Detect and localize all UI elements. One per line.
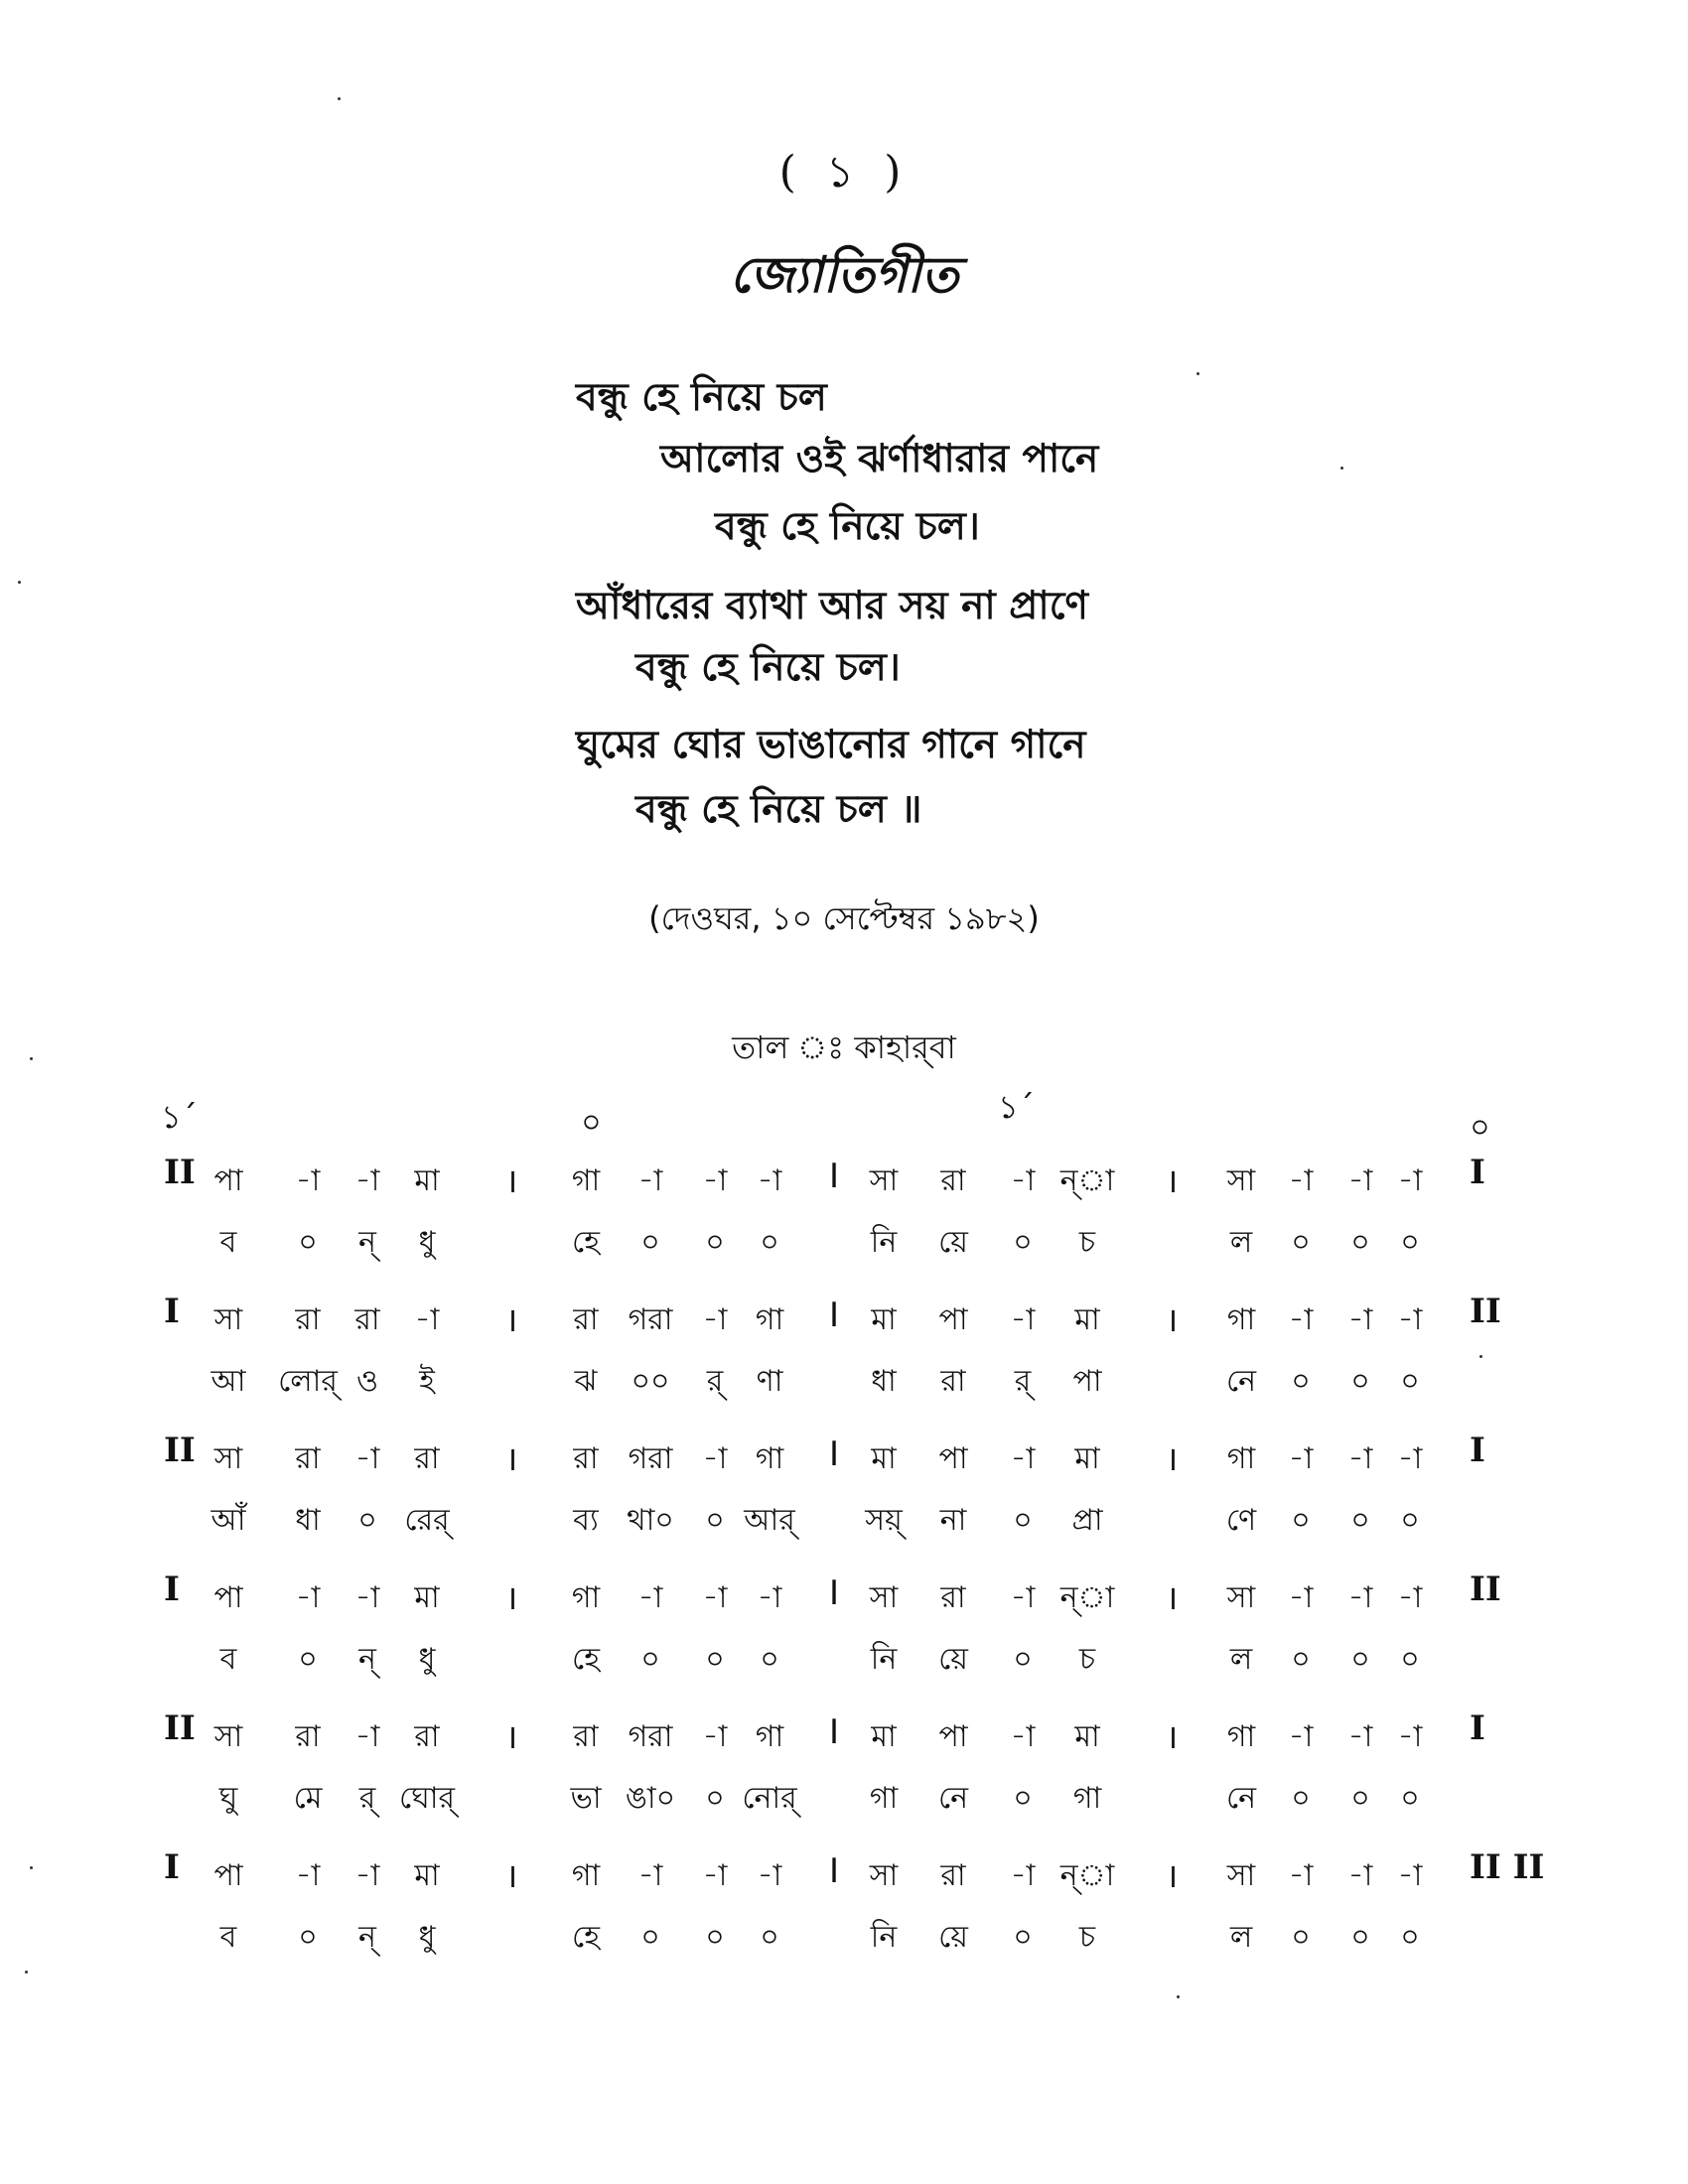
speck <box>25 1971 28 1974</box>
lyric-syllable: হে <box>572 1225 600 1260</box>
swara-note: সা <box>213 1441 243 1476</box>
lyric-syllable: ০ <box>640 1225 660 1260</box>
swara-note: পা <box>213 1580 243 1615</box>
swara-note: -া <box>1010 1441 1036 1476</box>
swara-note: সা <box>1226 1580 1256 1615</box>
lyric-syllable: ০ <box>357 1503 377 1538</box>
swara-note: -া <box>354 1441 380 1476</box>
swara-note: সা <box>1226 1163 1256 1198</box>
swara-note: সা <box>869 1163 899 1198</box>
swara-note: সা <box>869 1580 899 1615</box>
swara-note: গরা <box>628 1441 673 1476</box>
lyric-syllable: ধু <box>418 1920 436 1955</box>
lyric-syllable: ০ <box>1350 1503 1370 1538</box>
lyric-syllable: ঙা০ <box>625 1781 676 1816</box>
swara-note: পা <box>938 1302 968 1337</box>
lyric-syllable: ০ <box>760 1920 779 1955</box>
beat-divider: । <box>504 1578 518 1618</box>
swara-note: -া <box>1347 1858 1373 1893</box>
lyric-syllable: থা০ <box>627 1503 674 1538</box>
swara-note: রা <box>295 1441 321 1476</box>
lyric-syllable: ০ <box>1400 1920 1420 1955</box>
beat-divider: । <box>504 1717 518 1757</box>
swara-note: -া <box>1288 1441 1314 1476</box>
row-end-bar: II II <box>1470 1847 1545 1887</box>
beat-mark: ০ <box>1470 1108 1490 1146</box>
lyric-syllable: ব <box>219 1920 237 1955</box>
lyric-syllable: ০ <box>1013 1225 1033 1260</box>
swara-note: -া <box>757 1580 782 1615</box>
row-start-bar: II <box>164 1431 196 1470</box>
lyric-line: বন্ধু হে নিয়ে চল। <box>635 645 901 690</box>
swara-note: -া <box>295 1163 321 1198</box>
swara-note: -া <box>1010 1163 1036 1198</box>
swara-note: রা <box>295 1719 321 1754</box>
swara-note: -া <box>1288 1163 1314 1198</box>
swara-note: -া <box>1347 1163 1373 1198</box>
lyric-syllable: ০ <box>1400 1364 1420 1399</box>
lyric-syllable: আঁ <box>211 1503 246 1538</box>
lyric-syllable: ল <box>1229 1920 1253 1955</box>
swara-note: মা <box>1074 1719 1100 1754</box>
beat-divider: । <box>1165 1717 1179 1757</box>
swara-note: মা <box>414 1580 440 1615</box>
swara-note: -া <box>702 1858 728 1893</box>
swara-note: পা <box>938 1441 968 1476</box>
lyric-line: বন্ধু হে নিয়ে চল <box>576 375 827 420</box>
lyric-syllable: না <box>939 1503 967 1538</box>
lyric-syllable: ব <box>219 1642 237 1677</box>
lyric-syllable: লোর্ <box>278 1364 338 1399</box>
lyric-syllable: য়ে <box>938 1225 968 1260</box>
lyric-syllable: ০ <box>1291 1225 1311 1260</box>
lyric-syllable: ঘোর্ <box>399 1781 455 1816</box>
speck <box>1177 1995 1180 1998</box>
lyric-syllable: ন্ <box>358 1920 376 1955</box>
lyric-syllable: ০ <box>1291 1781 1311 1816</box>
lyric-syllable: আর্ <box>744 1503 795 1538</box>
swara-note: -া <box>1288 1719 1314 1754</box>
swara-note: ন্‌া <box>1059 1858 1115 1893</box>
swara-note: গা <box>755 1302 784 1337</box>
swara-note: -া <box>295 1858 321 1893</box>
beat-divider: । <box>504 1300 518 1340</box>
beat-divider: । <box>504 1161 518 1201</box>
lyric-syllable: র্ <box>706 1364 724 1399</box>
lyric-syllable: ০ <box>705 1781 725 1816</box>
swara-note: গা <box>1226 1719 1256 1754</box>
row-start-bar: I <box>164 1570 180 1609</box>
lyric-syllable: গা <box>1072 1781 1102 1816</box>
beat-divider: I <box>828 1851 840 1891</box>
lyric-syllable: মে <box>293 1781 323 1816</box>
swara-note: -া <box>414 1302 440 1337</box>
lyric-syllable: ০ <box>705 1225 725 1260</box>
swara-note: গা <box>571 1580 601 1615</box>
lyric-line: আঁধারের ব্যাথা আর সয় না প্রাণে <box>576 584 1088 628</box>
page-number: ( ১ ) <box>778 147 910 198</box>
lyric-syllable: ০ <box>1291 1642 1311 1677</box>
beat-divider: I <box>828 1434 840 1474</box>
lyric-syllable: ঝ <box>574 1364 598 1399</box>
swara-note: ন্‌া <box>1059 1580 1115 1615</box>
lyric-syllable: পা <box>1072 1364 1102 1399</box>
taal-label: তাল ঃ কাহার্‌বা <box>732 1028 956 1066</box>
swara-note: মা <box>871 1719 897 1754</box>
swara-note: -া <box>702 1719 728 1754</box>
swara-note: -া <box>354 1163 380 1198</box>
lyric-syllable: ০ <box>640 1642 660 1677</box>
swara-note: -া <box>1347 1302 1373 1337</box>
lyric-syllable: নে <box>1225 1781 1257 1816</box>
lyric-syllable: ০ <box>1291 1920 1311 1955</box>
song-title: জ্যোতিগীত <box>729 245 959 304</box>
lyric-syllable: নে <box>937 1781 969 1816</box>
lyric-syllable: সয়্ <box>865 1503 903 1538</box>
lyric-syllable: ০ <box>1013 1920 1033 1955</box>
lyric-syllable: ০ <box>1400 1781 1420 1816</box>
beat-divider: । <box>504 1439 518 1479</box>
lyric-syllable: ০ <box>1291 1503 1311 1538</box>
swara-note: সা <box>869 1858 899 1893</box>
swara-note: -া <box>1288 1580 1314 1615</box>
swara-note: মা <box>1074 1441 1100 1476</box>
lyric-syllable: ০ <box>1013 1781 1033 1816</box>
swara-note: -া <box>1010 1719 1036 1754</box>
swara-note: রা <box>573 1302 599 1337</box>
beat-divider: I <box>828 1712 840 1752</box>
lyric-line: আলোর ওই ঝর্ণাধারার পানে <box>660 437 1099 481</box>
beat-divider: I <box>828 1573 840 1613</box>
swara-note: গরা <box>628 1302 673 1337</box>
swara-note: রা <box>295 1302 321 1337</box>
lyric-line: বন্ধু হে নিয়ে চল ॥ <box>635 787 922 832</box>
swara-note: রা <box>354 1302 380 1337</box>
lyric-syllable: ব <box>219 1225 237 1260</box>
lyric-syllable: ও <box>355 1364 379 1399</box>
lyric-syllable: ই <box>419 1364 435 1399</box>
swara-note: -া <box>1288 1858 1314 1893</box>
lyric-syllable: হে <box>572 1920 600 1955</box>
swara-note: -া <box>295 1580 321 1615</box>
lyric-syllable: ধু <box>418 1642 436 1677</box>
swara-note: মা <box>1074 1302 1100 1337</box>
beat-mark: ০ <box>581 1103 602 1141</box>
swara-note: -া <box>702 1302 728 1337</box>
speck <box>30 1866 33 1869</box>
lyric-syllable: ০ <box>1400 1225 1420 1260</box>
swara-note: -া <box>1397 1580 1423 1615</box>
swara-note: -া <box>1347 1719 1373 1754</box>
place-date: (দেওঘর, ১০ সেপ্টেম্বর ১৯৮২) <box>648 899 1040 937</box>
beat-divider: I <box>828 1296 840 1335</box>
lyric-syllable: ভা <box>570 1781 602 1816</box>
beat-divider: । <box>1165 1300 1179 1340</box>
swara-note: -া <box>1010 1858 1036 1893</box>
lyric-syllable: নি <box>870 1642 898 1677</box>
lyric-syllable: ল <box>1229 1225 1253 1260</box>
swara-note: রা <box>940 1580 966 1615</box>
speck <box>338 97 341 100</box>
lyric-syllable: আ <box>211 1364 246 1399</box>
swara-note: মা <box>871 1441 897 1476</box>
swara-note: গা <box>571 1163 601 1198</box>
lyric-syllable: ০ <box>1350 1642 1370 1677</box>
lyric-syllable: প্রা <box>1071 1503 1103 1538</box>
swara-note: রা <box>573 1719 599 1754</box>
swara-note: -া <box>637 1580 663 1615</box>
swara-note: মা <box>414 1858 440 1893</box>
lyric-syllable: ব্য <box>573 1503 599 1538</box>
lyric-syllable: নি <box>870 1225 898 1260</box>
swara-note: -া <box>354 1719 380 1754</box>
lyric-syllable: ০ <box>705 1503 725 1538</box>
swara-note: মা <box>871 1302 897 1337</box>
lyric-syllable: ০ <box>1013 1503 1033 1538</box>
swara-note: পা <box>213 1163 243 1198</box>
swara-note: রা <box>940 1163 966 1198</box>
swara-note: -া <box>1347 1441 1373 1476</box>
row-end-bar: I <box>1470 1708 1485 1748</box>
swara-note: গা <box>755 1719 784 1754</box>
swara-note: -া <box>702 1163 728 1198</box>
row-start-bar: II <box>164 1153 196 1192</box>
swara-note: -া <box>702 1441 728 1476</box>
lyric-syllable: ন্ <box>358 1642 376 1677</box>
lyric-syllable: গা <box>869 1781 899 1816</box>
beat-divider: I <box>828 1157 840 1196</box>
swara-note: -া <box>1397 1441 1423 1476</box>
swara-note: ন্‌া <box>1059 1163 1115 1198</box>
row-start-bar: I <box>164 1292 180 1331</box>
swara-note: গা <box>1226 1441 1256 1476</box>
lyric-line: ঘুমের ঘোর ভাঙানোর গানে গানে <box>576 723 1086 767</box>
speck <box>1340 467 1343 470</box>
swara-note: -া <box>1397 1858 1423 1893</box>
lyric-syllable: য়ে <box>938 1642 968 1677</box>
lyric-syllable: ০ <box>760 1642 779 1677</box>
lyric-syllable: ০ <box>1350 1920 1370 1955</box>
row-start-bar: I <box>164 1847 180 1887</box>
lyric-syllable: নি <box>870 1920 898 1955</box>
swara-note: গা <box>1226 1302 1256 1337</box>
lyric-syllable: ধু <box>418 1225 436 1260</box>
speck <box>1196 372 1199 375</box>
lyric-syllable: ০ <box>298 1920 318 1955</box>
speck <box>18 581 21 584</box>
row-end-bar: II <box>1470 1292 1501 1331</box>
lyric-syllable: ০ <box>298 1225 318 1260</box>
swara-note: রা <box>573 1441 599 1476</box>
swara-note: পা <box>938 1719 968 1754</box>
beat-divider: । <box>1165 1161 1179 1201</box>
lyric-syllable: র্ <box>358 1781 376 1816</box>
beat-divider: । <box>504 1856 518 1896</box>
row-start-bar: II <box>164 1708 196 1748</box>
lyric-syllable: ০০ <box>631 1364 670 1399</box>
swara-note: মা <box>414 1163 440 1198</box>
lyric-syllable: চ <box>1078 1225 1096 1260</box>
lyric-syllable: হে <box>572 1642 600 1677</box>
lyric-syllable: চ <box>1078 1920 1096 1955</box>
lyric-syllable: চ <box>1078 1642 1096 1677</box>
beat-mark: ১´ <box>161 1098 198 1136</box>
lyric-syllable: ০ <box>1400 1503 1420 1538</box>
lyric-syllable: ঘু <box>218 1781 238 1816</box>
speck <box>1479 1355 1482 1358</box>
swara-note: সা <box>213 1719 243 1754</box>
swara-note: -া <box>1397 1719 1423 1754</box>
lyric-syllable: ন্ <box>358 1225 376 1260</box>
lyric-syllable: ০ <box>760 1225 779 1260</box>
swara-note: পা <box>213 1858 243 1893</box>
swara-note: -া <box>354 1858 380 1893</box>
lyric-syllable: ০ <box>705 1920 725 1955</box>
swara-note: -া <box>1397 1302 1423 1337</box>
beat-mark: ১´ <box>998 1088 1035 1126</box>
swara-note: -া <box>757 1858 782 1893</box>
beat-divider: । <box>1165 1578 1179 1618</box>
beat-divider: । <box>1165 1856 1179 1896</box>
swara-note: রা <box>940 1858 966 1893</box>
lyric-syllable: ০ <box>1350 1364 1370 1399</box>
lyric-syllable: ০ <box>1291 1364 1311 1399</box>
swara-note: -া <box>757 1163 782 1198</box>
lyric-line: বন্ধু হে নিয়ে চল। <box>715 504 980 549</box>
swara-note: সা <box>213 1302 243 1337</box>
swara-note: -া <box>1288 1302 1314 1337</box>
swara-note: রা <box>414 1719 440 1754</box>
swara-note: -া <box>354 1580 380 1615</box>
swara-note: -া <box>702 1580 728 1615</box>
speck <box>30 1057 33 1060</box>
lyric-syllable: ল <box>1229 1642 1253 1677</box>
beat-divider: । <box>1165 1439 1179 1479</box>
swara-note: -া <box>637 1163 663 1198</box>
row-end-bar: I <box>1470 1153 1485 1192</box>
row-end-bar: II <box>1470 1570 1501 1609</box>
swara-note: সা <box>1226 1858 1256 1893</box>
swara-note: গা <box>755 1441 784 1476</box>
swara-note: -া <box>1397 1163 1423 1198</box>
lyric-syllable: রের্ <box>404 1503 450 1538</box>
swara-note: গরা <box>628 1719 673 1754</box>
swara-note: গা <box>571 1858 601 1893</box>
swara-note: -া <box>637 1858 663 1893</box>
lyric-syllable: ০ <box>640 1920 660 1955</box>
swara-note: রা <box>414 1441 440 1476</box>
lyric-syllable: ০ <box>1350 1225 1370 1260</box>
lyric-syllable: ০ <box>298 1642 318 1677</box>
lyric-syllable: ০ <box>705 1642 725 1677</box>
row-end-bar: I <box>1470 1431 1485 1470</box>
lyric-syllable: ধা <box>295 1503 321 1538</box>
lyric-syllable: ০ <box>1350 1781 1370 1816</box>
lyric-syllable: ০ <box>1400 1642 1420 1677</box>
swara-note: -া <box>1347 1580 1373 1615</box>
lyric-syllable: র্ <box>1014 1364 1032 1399</box>
lyric-syllable: য়ে <box>938 1920 968 1955</box>
swara-note: -া <box>1010 1302 1036 1337</box>
lyric-syllable: নে <box>1225 1364 1257 1399</box>
swara-note: -া <box>1010 1580 1036 1615</box>
lyric-syllable: ধা <box>871 1364 897 1399</box>
lyric-syllable: নোর্ <box>742 1781 797 1816</box>
lyric-syllable: ণা <box>756 1364 783 1399</box>
lyric-syllable: রা <box>940 1364 966 1399</box>
lyric-syllable: ণে <box>1225 1503 1257 1538</box>
lyric-syllable: ০ <box>1013 1642 1033 1677</box>
